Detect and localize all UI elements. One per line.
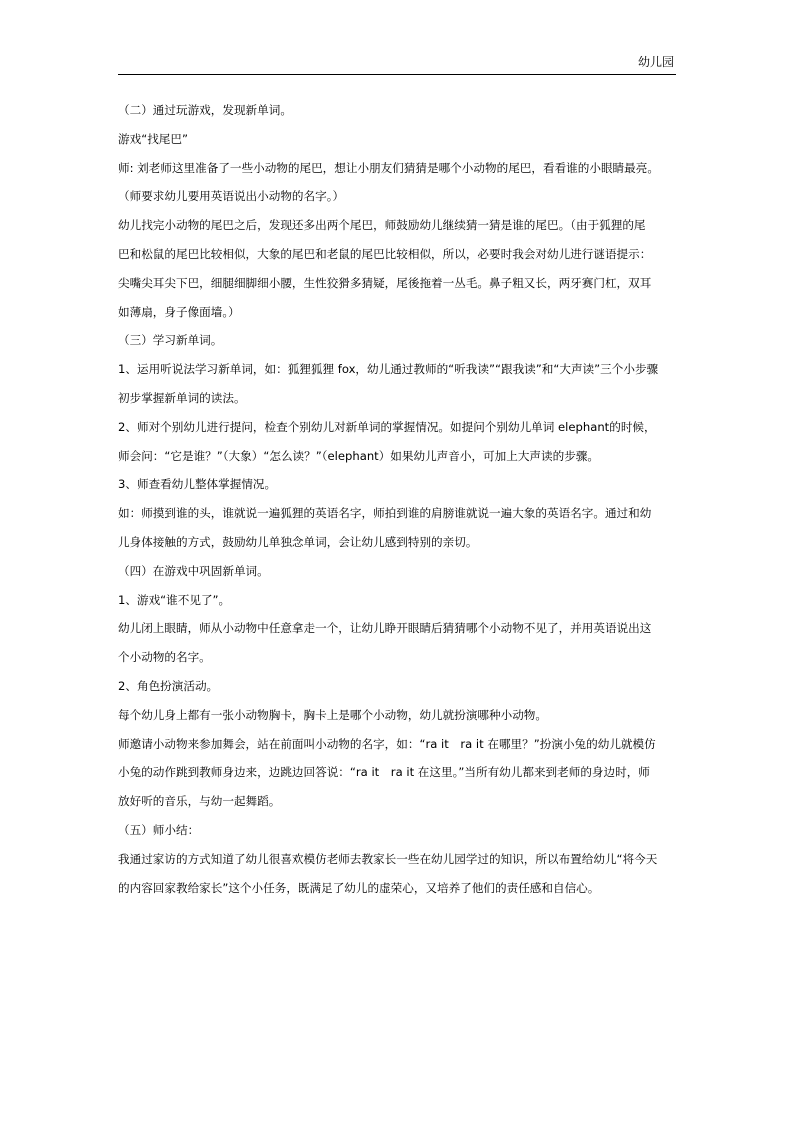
paragraph-line: 小兔的动作跳到教师身边来，边跳边回答说：“ra it ra it 在这里。”当所有幼儿都来到老师的身边时，师 — [118, 765, 650, 780]
paragraph-line: 放好听的音乐，与幼一起舞蹈。 — [118, 794, 281, 809]
paragraph-line: 巴和松鼠的尾巴比较相似，大象的尾巴和老鼠的尾巴比较相似，所以，必要时我会对幼儿进行谜语提示： — [118, 246, 652, 261]
paragraph-line: 尖嘴尖耳尖下巴，细腿细脚细小腰，生性狡猾多猜疑，尾後拖着一丛毛。鼻子粗又长，两牙赛门杠，双耳 — [118, 275, 652, 290]
paragraph-line: 师邀请小动物来参加舞会，站在前面叫小动物的名字，如：“ra it ra it 在哪里？”扮演小兔的幼儿就模仿 — [118, 736, 656, 751]
paragraph-line: 2、师对个别幼儿进行提问，检查个别幼儿对新单词的掌握情况。如提问个别幼儿单词 elephant的时候， — [118, 419, 656, 434]
document-body — [118, 96, 678, 902]
paragraph-line: 我通过家访的方式知道了幼儿很喜欢模仿老师去教家长一些在幼儿园学过的知识，所以布置给幼儿“将今天 — [118, 851, 658, 866]
paragraph-line: 幼儿找完小动物的尾巴之后，发现还多出两个尾巴，师鼓励幼儿继续猜一猜是谁的尾巴。（由于狐狸的尾 — [118, 218, 646, 233]
paragraph-line: 师: 刘老师这里准备了一些小动物的尾巴，想让小朋友们猜猜是哪个小动物的尾巴，看看谁的小眼睛最亮。 — [118, 160, 659, 175]
paragraph-line: 每个幼儿身上都有一张小动物胸卡，胸卡上是哪个小动物，幼儿就扮演哪种小动物。 — [118, 707, 547, 722]
paragraph-line: 1、运用听说法学习新单词，如：狐狸狐狸 fox，幼儿通过教师的“听我读”“跟我读”和“大声读”三个小步骤 — [118, 362, 659, 377]
paragraph-line: 如薄扇，身子像面墙。） — [118, 304, 240, 319]
paragraph-line: 师会问：“它是谁？”（大象）“怎么读？”（elephant）如果幼儿声音小，可加上大声读的步骤。 — [118, 448, 599, 463]
section-heading-3: （三）学习新单词。 — [118, 333, 223, 348]
header-title: 幼儿园 — [637, 55, 674, 69]
paragraph-line: 个小动物的名字。 — [118, 650, 211, 665]
paragraph-line: 儿身体接触的方式，鼓励幼儿单独念单词，会让幼儿感到特别的亲切。 — [118, 534, 478, 549]
paragraph-line: 3、师查看幼儿整体掌握情况。 — [118, 477, 277, 492]
section-heading-4: （四）在游戏中巩固新单词。 — [118, 563, 269, 578]
game-title: 游戏“找尾巴” — [118, 131, 188, 146]
paragraph-line: 2、角色扮演活动。 — [118, 678, 219, 693]
paragraph-line: 1、游戏“谁不见了”。 — [118, 592, 231, 607]
page-header — [118, 52, 676, 75]
paragraph-line: 幼儿闭上眼睛，师从小动物中任意拿走一个，让幼儿睁开眼睛后猜猜哪个小动物不见了，并用英语说出这 — [118, 621, 652, 636]
paragraph-line: 的内容回家教给家长”这个小任务，既满足了幼儿的虚荣心，又培养了他们的责任感和自信心。 — [118, 880, 600, 895]
paragraph-line: 初步掌握新单词的读法。 — [118, 390, 246, 405]
section-heading-5: （五）师小结： — [118, 822, 200, 837]
paragraph-line: 如：师摸到谁的头，谁就说一遍狐狸的英语名字，师拍到谁的肩膀谁就说一遍大象的英语名字。通过和幼 — [118, 506, 652, 521]
section-heading-2: （二）通过玩游戏，发现新单词。 — [118, 103, 292, 117]
paragraph-line: （师要求幼儿要用英语说出小动物的名字。） — [118, 189, 345, 204]
